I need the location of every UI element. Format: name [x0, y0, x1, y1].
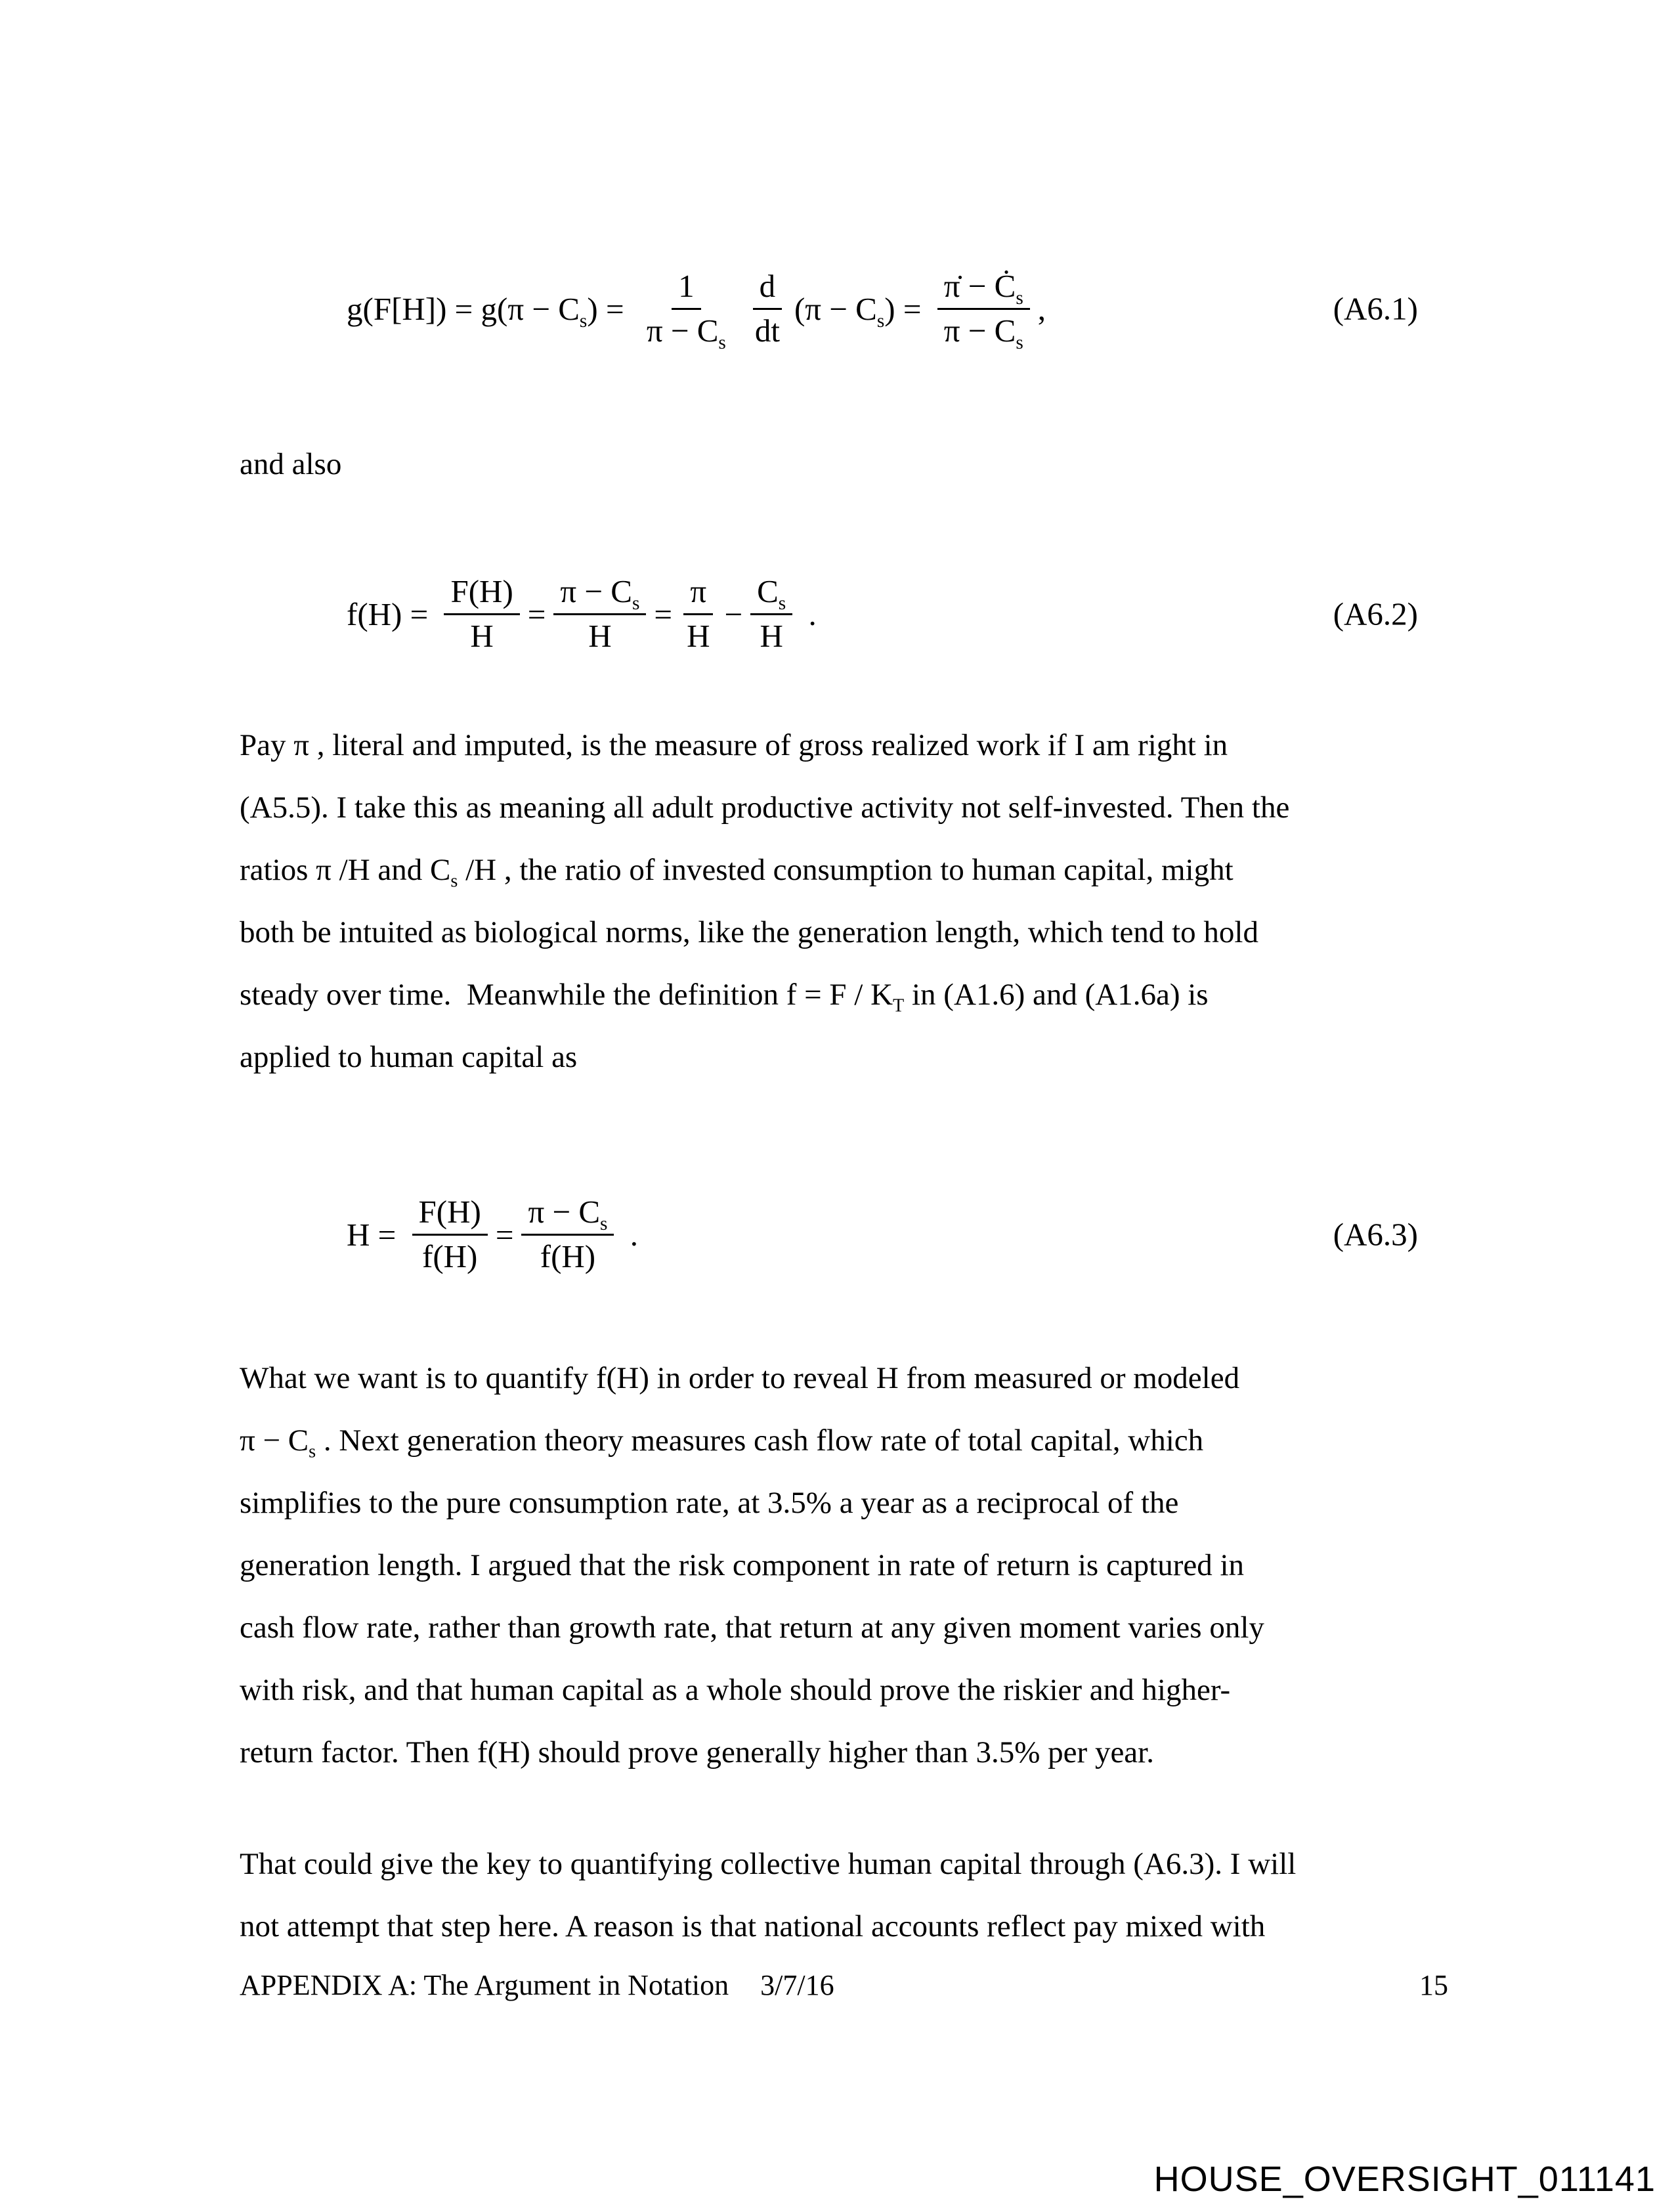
equation-a6-1-body — [347, 268, 1046, 353]
fraction: $\frac{\pi - C_s}{f(H)}$ — [521, 1194, 614, 1275]
paragraph-2 — [240, 1347, 1441, 1784]
fraction: $\frac{\pi}{H}$ — [680, 573, 716, 655]
equals-sign: = — [495, 1216, 514, 1253]
equation-a6-2 — [347, 544, 1418, 684]
equals-sign: = — [654, 596, 673, 632]
fraction: $\frac{\pi - C_s}{H}$ — [553, 573, 646, 655]
minus-sign: − — [724, 596, 743, 632]
fraction: $\frac{F(H)}{f(H)}$ — [412, 1194, 488, 1275]
page-footer — [240, 1968, 1448, 2002]
subscript-s: s — [579, 310, 588, 332]
text-line: That could give the key to quantifying collective human capital through (A6.3). I will — [240, 1847, 1297, 1881]
connector-text: and also — [240, 447, 342, 481]
equation-a6-2-body — [347, 573, 817, 655]
subscript-s: s — [600, 1213, 608, 1234]
bates-stamp: HOUSE_OVERSIGHT_011141 — [1153, 2159, 1656, 2199]
eq3-punctuation: . — [622, 1216, 638, 1253]
equation-a6-3 — [347, 1166, 1418, 1303]
paragraph-3 — [240, 1833, 1441, 1958]
eq1-punctuation: , — [1037, 290, 1046, 327]
subscript-s: s — [876, 310, 885, 332]
text-line: What we want is to quantify f(H) in order to reveal H from measured or modeled — [240, 1361, 1240, 1395]
subscript-t: T — [893, 995, 905, 1016]
subscript-s: s — [450, 871, 458, 892]
subscript-s: s — [632, 592, 640, 614]
fraction: $\frac{1}{\pi - C_s}$ — [646, 268, 726, 353]
text-line: Pay π , literal and imputed, is the measure of gross realized work if I am right in — [240, 728, 1228, 762]
text-line: cash flow rate, rather than growth rate, that return at any given moment varies only — [240, 1611, 1264, 1645]
text-line: ratios π /H and $C_s$ /H , the ratio of invested consumption to human capital, might — [240, 853, 1234, 892]
equals-sign: = — [527, 596, 546, 632]
text-line: simplifies to the pure consumption rate, at 3.5% a year as a reciprocal of the — [240, 1486, 1179, 1520]
paragraph-1 — [240, 714, 1441, 1089]
eq2-lhs: f(H) = — [347, 596, 437, 632]
eq2-punctuation: . — [800, 596, 817, 632]
text-line: (A5.5). I take this as meaning all adult productive activity not self-invested. Then the — [240, 791, 1290, 825]
text-line: $\pi - C_s$ . Next generation theory measures cash flow rate of total capital, which — [240, 1423, 1204, 1462]
text-line: applied to human capital as — [240, 1040, 578, 1074]
subscript-s: s — [1016, 287, 1023, 309]
eq3-lhs: H = — [347, 1216, 404, 1253]
fraction: $\frac{d}{dt}$ — [748, 268, 786, 349]
subscript-s: s — [718, 332, 726, 353]
subscript-s: s — [309, 1441, 316, 1462]
subscript-s: s — [778, 592, 786, 614]
eq1-lhs: $g(F[H]) = g(\pi - C_s)$ = — [347, 290, 632, 332]
page-number: 15 — [1419, 1969, 1448, 2001]
text-line: generation length. I argued that the risk component in rate of return is captured in — [240, 1548, 1245, 1582]
fraction: $\frac{C_s}{H}$ — [750, 573, 792, 655]
equation-a6-1 — [347, 231, 1418, 386]
eq1-mid: $(\pi - C_s)$ = — [794, 290, 930, 332]
footer-date: 3/7/16 — [760, 1969, 834, 2001]
footer-title: APPENDIX A: The Argument in Notation — [240, 1969, 729, 2001]
text-line: return factor. Then f(H) should prove generally higher than 3.5% per year. — [240, 1735, 1154, 1769]
equation-label: (A6.2) — [1333, 596, 1418, 632]
text-line: with risk, and that human capital as a whole should prove the riskier and higher- — [240, 1673, 1231, 1707]
text-line: steady over time. Meanwhile the definition $f = F / K_T$ in (A1.6) and (A1.6a) is — [240, 978, 1209, 1016]
equation-a6-3-body — [347, 1194, 638, 1275]
equation-label: (A6.3) — [1333, 1216, 1418, 1253]
text-line: not attempt that step here. A reason is that national accounts reflect pay mixed with — [240, 1909, 1266, 1943]
fraction: $\frac{F(H)}{H}$ — [444, 573, 519, 655]
equation-label: (A6.1) — [1333, 290, 1418, 327]
subscript-s: s — [1016, 332, 1023, 353]
text-line: both be intuited as biological norms, like the generation length, which tend to hold — [240, 915, 1258, 949]
fraction: $\frac{\pi̇ - Ċ_s}{\pi - C_s}$ — [937, 268, 1030, 349]
